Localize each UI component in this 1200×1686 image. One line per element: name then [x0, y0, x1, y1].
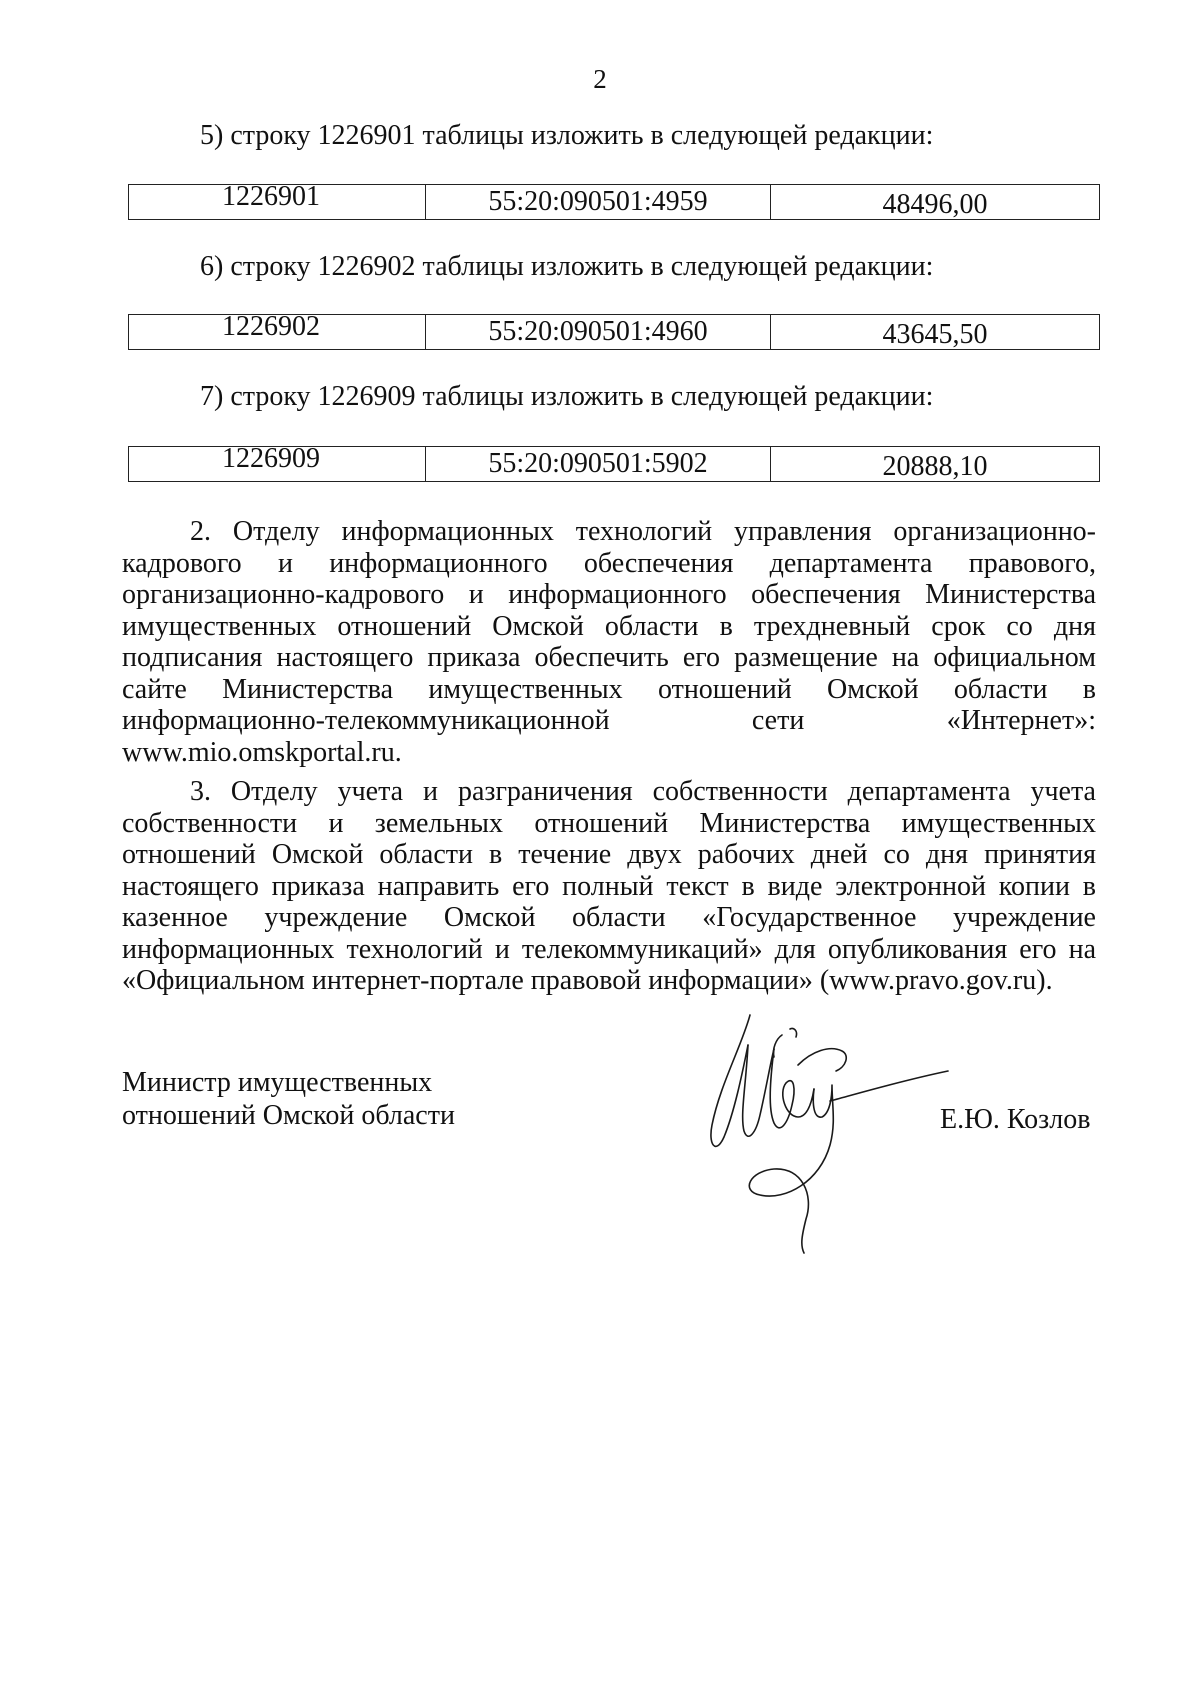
table-row: [129, 315, 1100, 350]
row-value: 43645,50: [882, 319, 988, 350]
signer-title: [122, 1066, 455, 1132]
cadastral-number: 55:20:090501:4960: [488, 316, 708, 347]
amendment-table-row: [128, 311, 1100, 350]
paragraph-text: 3. Отделу учета и разграничения собственности департамента учета собственности и земельных отношений Министерства имущественных отношений Омской области в течение двух рабочих дней со дня принятия настоящего приказа направить его полный текст в виде электронной копии в казенное учреждение Омской области «Государственное учреждение информационных технологий и телекоммуникаций» для опубликования его на «Официальном интернет-портале правовой информации» (www.pravo.gov.ru).: [122, 776, 1096, 996]
table-row: [129, 185, 1100, 220]
row-code: 1226901: [222, 181, 320, 212]
paragraph: [122, 516, 1096, 768]
value-cell: [771, 315, 1100, 350]
paragraph-text: 2. Отделу информационных технологий управления организационно-кадрового и информационного обеспечения департамента правового, организационно-кадрового и информационного обеспечения Министерства имущественных отношений Омской области в трехдневный срок со дня подписания настоящего приказа обеспечить его размещение на официальном сайте Министерства имущественных отношений Омской области в информационно-телекоммуникационной сети «Интернет»: www.mio.omskportal.ru.: [122, 516, 1096, 768]
cadastral-number-cell: [426, 315, 771, 350]
row-code-cell: [129, 443, 426, 482]
cadastral-number-cell: [426, 185, 771, 220]
amendment-instruction: 7) строку 1226909 таблицы изложить в следующей редакции:: [200, 381, 934, 412]
row-code: 1226909: [222, 443, 320, 474]
amendment-instruction: 5) строку 1226901 таблицы изложить в следующей редакции:: [200, 120, 934, 151]
row-value: 20888,10: [882, 451, 988, 482]
signer-title-line: отношений Омской области: [122, 1100, 455, 1131]
value-cell: [771, 447, 1100, 482]
paragraph: [122, 776, 1096, 997]
row-code-cell: [129, 311, 426, 350]
row-value: 48496,00: [882, 189, 988, 220]
row-code: 1226902: [222, 311, 320, 342]
amendment-table-row: [128, 443, 1100, 482]
signer-name: Е.Ю. Козлов: [940, 1104, 1091, 1135]
table-row: [129, 447, 1100, 482]
page-number: 2: [593, 64, 607, 94]
signer-title-line: Министр имущественных: [122, 1067, 433, 1098]
cadastral-number-cell: [426, 447, 771, 482]
handwritten-signature: [690, 1005, 950, 1265]
amendment-table-row: [128, 181, 1100, 220]
amendment-instruction: 6) строку 1226902 таблицы изложить в следующей редакции:: [200, 251, 934, 282]
row-code-cell: [129, 181, 426, 220]
cadastral-number: 55:20:090501:5902: [488, 448, 708, 479]
value-cell: [771, 185, 1100, 220]
cadastral-number: 55:20:090501:4959: [488, 186, 708, 217]
